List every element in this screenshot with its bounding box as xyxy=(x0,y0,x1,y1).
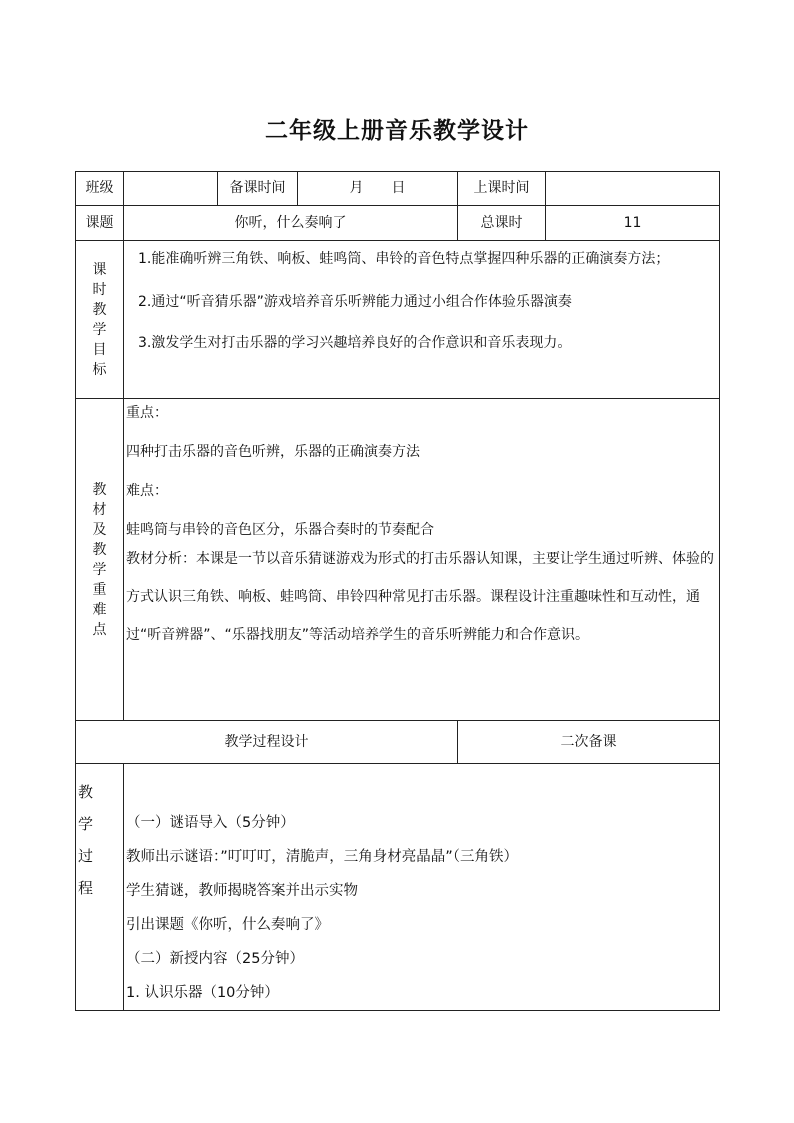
process-line-4: 引出课题《你听，什么奏响了》 xyxy=(126,917,329,933)
info-row-1 xyxy=(76,172,720,206)
class-value xyxy=(124,172,218,206)
difficulty-text: 蛙鸣筒与串铃的音色区分，乐器合奏时的节奏配合 xyxy=(126,522,434,538)
process-line-3: 学生猜谜，教师揭晓答案并出示实物 xyxy=(126,883,358,899)
goals-label-cell xyxy=(76,241,124,399)
difficulty-label: 难点： xyxy=(126,483,168,499)
process-line-1: （一）谜语导入（5分钟） xyxy=(126,815,295,831)
process-line-2: 教师出示谜语：”叮叮叮，清脆声，三角身材亮晶晶”（三角铁） xyxy=(126,849,519,865)
lesson-plan-table xyxy=(75,171,720,1011)
goals-content xyxy=(124,241,720,399)
material-analysis: 教材分析：本课是一节以音乐猜谜游戏为形式的打击乐器认知课，主要让学生通过听辨、体验的方式认识三角铁、响板、蛙鸣筒、串铃四种常见打击乐器。课程设计注重趣味性和互动性，通过“听音辨器”、“乐器找朋友”等活动培养学生的音乐听辨能力和合作意识。 xyxy=(126,551,714,643)
process-content xyxy=(124,764,720,1011)
process-label-cell xyxy=(76,764,124,1011)
goal-item-3: 3.激发学生对打击乐器的学习兴趣培养良好的合作意识和音乐表现力。 xyxy=(138,335,572,351)
prep-time-label: 备课时间 xyxy=(218,172,298,206)
total-hours-label: 总课时 xyxy=(458,206,546,241)
process-line-5: （二）新授内容（25分钟） xyxy=(126,951,304,967)
goals-row xyxy=(76,241,720,399)
page-title: 二年级上册音乐教学设计 xyxy=(265,118,529,144)
lesson-time-label: 上课时间 xyxy=(458,172,546,206)
topic-value: 你听，什么奏响了 xyxy=(124,206,458,241)
materials-label-cell xyxy=(76,399,124,721)
key-point-label: 重点： xyxy=(126,405,168,421)
second-prep-header: 二次备课 xyxy=(458,721,720,764)
process-header-row xyxy=(76,721,720,764)
process-design-header: 教学过程设计 xyxy=(76,721,458,764)
total-hours-value: 11 xyxy=(546,206,720,241)
process-row xyxy=(76,764,720,1011)
process-line-6: 1. 认识乐器（10分钟） xyxy=(126,985,279,1001)
goal-item-1: 1.能准确听辨三角铁、响板、蛙鸣筒、串铃的音色特点掌握四种乐器的正确演奏方法； xyxy=(138,251,670,267)
key-point-text: 四种打击乐器的音色听辨，乐器的正确演奏方法 xyxy=(126,444,420,460)
materials-content xyxy=(124,399,720,721)
process-label: 教学过程 xyxy=(78,783,94,897)
lesson-time-value xyxy=(546,172,720,206)
materials-row xyxy=(76,399,720,721)
materials-label: 教材及教学重难点 xyxy=(92,481,107,638)
goals-label: 课时教学目标 xyxy=(92,261,107,378)
prep-time-value: 月 日 xyxy=(298,172,458,206)
goal-item-2: 2.通过“听音猜乐器”游戏培养音乐听辨能力通过小组合作体验乐器演奏 xyxy=(138,294,572,310)
class-label: 班级 xyxy=(76,172,124,206)
topic-label: 课题 xyxy=(76,206,124,241)
info-row-2 xyxy=(76,206,720,241)
